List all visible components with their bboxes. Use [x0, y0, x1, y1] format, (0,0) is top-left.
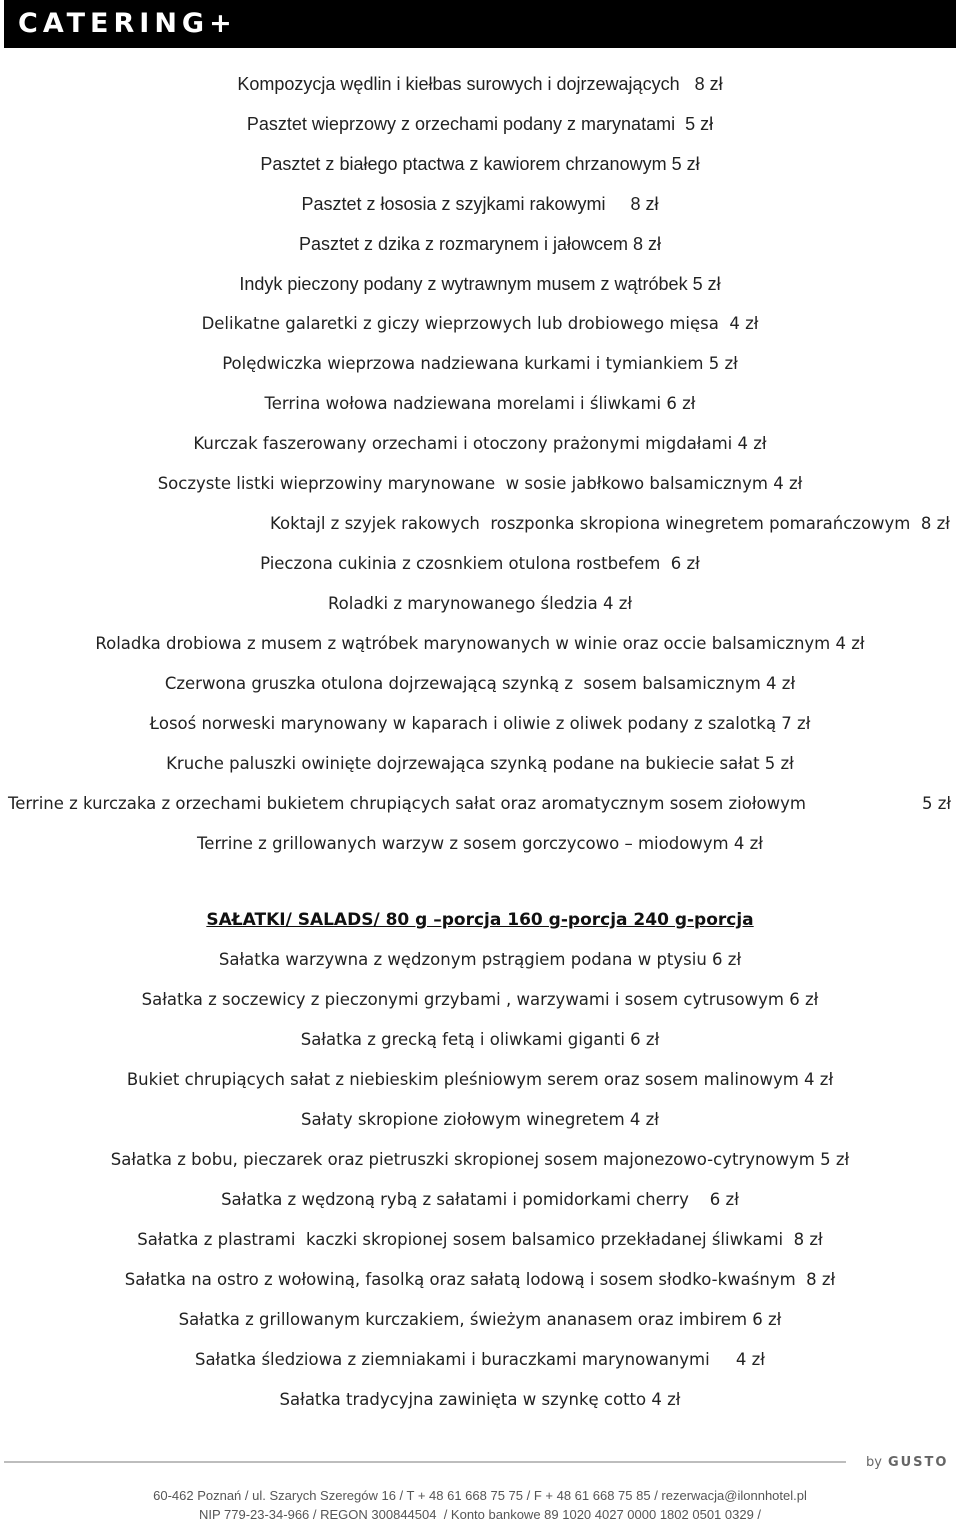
- menu-item-price: 5 zł: [922, 794, 952, 813]
- header-bar: [4, 0, 956, 48]
- menu-item: Pasztet z łososia z szyjkami rakowymi 8 zł: [301, 194, 659, 214]
- menu-item: Roladki z marynowanego śledzia 4 zł: [327, 594, 633, 613]
- menu-item: Koktajl z szyjek rakowych roszponka skropiona winegretem pomarańczowym 8 zł: [270, 514, 950, 533]
- salad-item: Sałatka z soczewicy z pieczonymi grzybami , warzywami i sosem cytrusowym 6 zł: [141, 990, 819, 1009]
- salad-item: Sałatka z bobu, pieczarek oraz pietruszki skropionej sosem majonezowo-cytrynowym 5 zł: [110, 1150, 850, 1169]
- menu-item: Polędwiczka wieprzowa nadziewana kurkami i tymiankiem 5 zł: [222, 354, 738, 373]
- menu-item: Terrine z grillowanych warzyw z sosem gorczycowo – miodowym 4 zł: [197, 834, 763, 853]
- brand-name: GUSTO: [887, 1455, 949, 1470]
- salad-item: Sałatka warzywna z wędzonym pstrągiem podana w ptysiu 6 zł: [218, 950, 742, 969]
- menu-item: Pieczona cukinia z czosnkiem otulona rostbefem 6 zł: [260, 554, 700, 573]
- footer-address: 60-462 Poznań / ul. Szarych Szeregów 16 / T + 48 61 668 75 75 / F + 48 61 668 75 85 / rezerwacja@ilonnhotel.pl: [153, 1488, 807, 1503]
- salad-item: Sałatka z grecką fetą i oliwkami giganti 6 zł: [300, 1030, 660, 1049]
- salad-item: Sałatka z plastrami kaczki skropionej sosem balsamico przekładanej śliwkami 8 zł: [137, 1230, 823, 1249]
- menu-item: Soczyste listki wieprzowiny marynowane w sosie jabłkowo balsamicznym 4 zł: [157, 474, 803, 493]
- catering-logo: CATERING+: [18, 8, 237, 39]
- menu-item: Kompozycja wędlin i kiełbas surowych i dojrzewających 8 zł: [237, 74, 723, 94]
- salad-item: Sałatka na ostro z wołowiną, fasolką oraz sałatą lodową i sosem słodko-kwaśnym 8 zł: [124, 1270, 836, 1289]
- menu-item: Kurczak faszerowany orzechami i otoczony prażonymi migdałami 4 zł: [193, 434, 767, 453]
- menu-item: Indyk pieczony podany z wytrawnym musem z wątróbek 5 zł: [239, 274, 721, 294]
- salad-item: Sałaty skropione ziołowym winegretem 4 zł: [300, 1110, 659, 1129]
- salad-item: Sałatka z wędzoną rybą z sałatami i pomidorkami cherry 6 zł: [221, 1190, 739, 1209]
- menu-item: Terrine z kurczaka z orzechami bukietem chrupiących sałat oraz aromatycznym sosem ziołowym: [8, 794, 806, 813]
- brand-by: by: [866, 1455, 882, 1470]
- salad-item: Sałatka z grillowanym kurczakiem, świeżym ananasem oraz imbirem 6 zł: [178, 1310, 782, 1329]
- menu-item: Kruche paluszki owinięte dojrzewająca szynką podane na bukiecie sałat 5 zł: [166, 754, 794, 773]
- menu-item: Roladka drobiowa z musem z wątróbek marynowanych w winie oraz occie balsamicznym 4 zł: [95, 634, 865, 653]
- menu-item: Terrina wołowa nadziewana morelami i śliwkami 6 zł: [264, 394, 696, 413]
- footer-registry: NIP 779-23-34-966 / REGON 300844504 / Konto bankowe 89 1020 4027 0000 1802 0501 0329 /: [198, 1507, 762, 1522]
- menu-item: Pasztet wieprzowy z orzechami podany z marynatami 5 zł: [246, 114, 714, 134]
- gusto-logo: [866, 1451, 948, 1470]
- salads-heading: SAŁATKI/ SALADS/ 80 g –porcja 160 g-porcja 240 g-porcja: [206, 910, 754, 930]
- salad-item: Sałatka śledziowa z ziemniakami i buraczkami marynowanymi 4 zł: [194, 1350, 766, 1369]
- salad-item: Bukiet chrupiących sałat z niebieskim pleśniowym serem oraz sosem malinowym 4 zł: [126, 1070, 834, 1089]
- menu-item: Delikatne galaretki z giczy wieprzowych lub drobiowego mięsa 4 zł: [201, 314, 759, 333]
- footer-divider: [4, 1461, 846, 1463]
- menu-item: Pasztet z białego ptactwa z kawiorem chrzanowym 5 zł: [260, 154, 700, 174]
- salad-item: Sałatka tradycyjna zawinięta w szynkę cotto 4 zł: [279, 1390, 681, 1409]
- menu-item: Czerwona gruszka otulona dojrzewającą szynką z sosem balsamicznym 4 zł: [164, 674, 796, 693]
- menu-item: Pasztet z dzika z rozmarynem i jałowcem 8 zł: [298, 234, 662, 254]
- menu-item: Łosoś norweski marynowany w kaparach i oliwie z oliwek podany z szalotką 7 zł: [149, 714, 811, 733]
